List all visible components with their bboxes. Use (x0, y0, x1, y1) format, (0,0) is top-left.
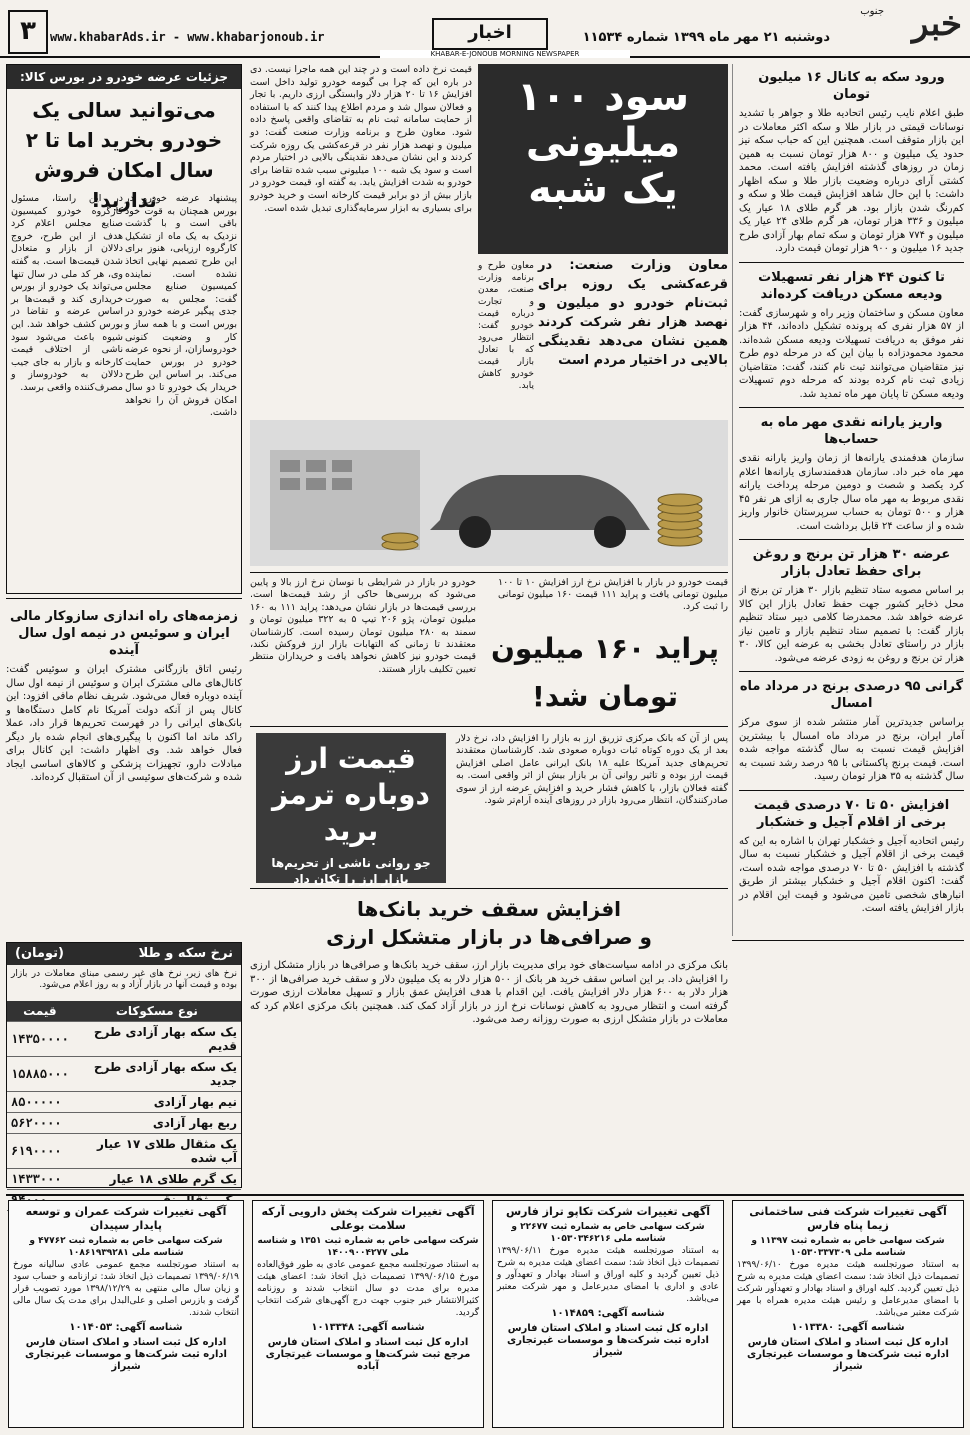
coin-prices-box (6, 942, 242, 1188)
divider (739, 671, 964, 672)
divider (739, 407, 964, 408)
ad-code: شناسه آگهی: ۱۰۱۴۸۵۹ (551, 1308, 665, 1319)
legal-ad (252, 1200, 484, 1428)
story-title: تا کنون ۴۴ هزار نفر تسهیلات ودیعه مسکن دریافت کرده‌اند (758, 269, 945, 302)
bourse-body-b: در این راستا، مسئول کارگروه خودرو کمیسیون صنایع مجلس اعلام کرد هدف از این طرح، خروج دلالان از بازار و متعادل شدن قیمت‌ها است. به گفته وی، هر کد ملی در سال تنها می‌تواند یک خودرو از بورس خریداری کند و قیمت‌ها بر اساس عرضه و تقاضا در بورس کشف خواهد شد. این شیوه باعث می‌شود سود ناشی از اختلاف قیمت کارخانه و بازار به جای جیب دلالان به خودروساز و مصرف‌کننده واقعی برسد. (11, 193, 123, 393)
ads-row (6, 1194, 964, 1430)
coin-prices-table (7, 1001, 241, 1211)
coin-price: ۸۵۰۰۰۰۰ (7, 1092, 73, 1113)
coin-price: ۵۶۲۰۰۰۰ (7, 1113, 73, 1134)
ad-title: آگهی تغییرات شرکت عمران و توسعه پایدار سپیدان (25, 1205, 227, 1232)
table-row (7, 1169, 241, 1190)
divider (739, 539, 964, 540)
tagline: KHABAR-E-JONOUB MORNING NEWSPAPER (380, 50, 630, 58)
ad-body: به استناد صورتجلسه هیئت مدیره مورخ ۱۳۹۹/۰۶/۱۰ تصمیمات ذیل اتخاذ شد: سمت اعضای هیئت مدیره به شرح ذیل تعیین گردید. کلیه اوراق و اسناد بهادار و تعهدآور شرکت با امضای مدیرعامل و رئیس هیئت مدیره همراه با مهر شرکت معتبر می‌باشد. (737, 1260, 959, 1318)
table-row (7, 1113, 241, 1134)
coin-prices-title: نرخ سکه و طلا (138, 946, 233, 961)
story-body: رئیس اتحادیه آجیل و خشکبار تهران با اشاره به این که قیمت برخی از اقلام آجیل و خشکبار نسبت به سال گذشته با افزایش ۵۰ تا ۷۰ درصدی مواجه شده است، گفت: اکنون اقلام آجیل و خشکبار بیشتر از طریق انبارهای شخصی تامین می‌شود و قیمت این اقلام در بازار افزایش یافته است. (739, 835, 964, 914)
car-icon (250, 420, 728, 566)
masthead (0, 0, 970, 58)
table-row (7, 1092, 241, 1113)
col-header-item: نوع مسکوکات (73, 1001, 241, 1022)
story-title: عرضه ۳۰ هزار تن برنج و روغن برای حفظ تعادل بازار (752, 547, 951, 579)
ad-code: شناسه آگهی: ۱۰۱۳۳۴۸ (311, 1322, 425, 1333)
swiss-article (6, 598, 242, 938)
banks-headline-line1: افزایش سقف خرید بانک‌ها (356, 897, 622, 921)
ad-body: به استناد صورتجلسه هیئت مدیره مورخ ۱۳۹۹/۰۶/۱۱ تصمیمات ذیل اتخاذ شد: سمت اعضای هیئت مدیره به شرح ذیل تعیین گردید و کلیه اوراق و اسناد بهادار و تعهدآور و عادی و اداری با امضای مدیرعامل و مهر شرکت معتبر می‌باشد. (497, 1246, 719, 1304)
ad-code: شناسه آگهی: ۱۰۱۳۳۸۰ (791, 1322, 905, 1333)
story-body: معاون مسکن و ساختمان وزیر راه و شهرسازی گفت: از ۵۷ هزار نفری که پرونده تشکیل داده‌اند، ۴۴ هزار نفر موفق به دریافت تسهیلات ودیعه مسکن شده‌اند. محمود محمودزاده با بیان این که در مرحله دوم طرح نیز متقاضیان می‌توانند ثبت نام کنند، گفت: متقاضیان زیادی ثبت نام کرده بودند که مرحله دوم تسهیلات ودیعه مسکن تا پایان مهر ماه تمدید شد. (739, 307, 964, 400)
currency-article (250, 726, 728, 886)
ad-footer: اداره کل ثبت اسناد و املاک استان فارس مرجع ثبت شرکت‌ها و موسسات غیرتجاری آباده (265, 1337, 471, 1372)
table-row (7, 1134, 241, 1169)
story-title: زمزمه‌های راه اندازی سازوکار مالی ایران و سوئیس در نیمه اول سال آینده (10, 609, 238, 658)
pride-article (250, 572, 728, 724)
story-title: گرانی ۹۵ درصدی برنج در مرداد ماه امسال (739, 679, 964, 711)
ad-subtitle: شرکت سهامی خاص به شماره ثبت ۲۲۶۷۷ و شناسه ملی ۱۰۵۳۰۳۴۶۲۱۶ (511, 1222, 705, 1244)
banks-body: بانک مرکزی در ادامه سیاست‌های خود برای مدیریت بازار ارز، سقف خرید بانک‌ها و صرافی‌ها در بازار متشکل ارزی را افزایش داد. بر این اساس سقف خرید هر بانک از ۵۰۰ هزار دلار به یک میلیون دلار و سقف خرید صرافی‌ها از ۳۰۰ هزار دلار به ۶۰۰ هزار دلار افزایش یافت. این اقدام با هدف افزایش عمق بازار و تسهیل معاملات ارزی صورت گرفته است و انتظار می‌رود به کاهش نوسانات نرخ ارز در بازار آزاد کمک کند. همچنین بانک مرکزی اعلام کرد که معاملات در بازار متشکل ارزی به صورت روزانه رصد می‌شود. (250, 960, 728, 1025)
hero-subhead: معاون وزارت صنعت: در قرعه‌کشی یک روزه برای ثبت‌نام خودرو دو میلیون و نهصد هزار نفر شرکت کردند همین نشان می‌دهد نقدینگی بالایی در اختیار مردم است (538, 258, 728, 368)
banks-headline-line2: و صرافی‌ها در بازار متشکل ارزی (326, 925, 652, 949)
coin-price: ۶۱۹۰۰۰۰ (7, 1134, 73, 1169)
bourse-headline: می‌توانید سالی یک خودرو بخرید اما تا ۲ سال امکان فروش ندارید! (25, 98, 223, 212)
coin-name: نیم بهار آزادی (73, 1092, 241, 1113)
page-number: ۳ (8, 10, 48, 54)
currency-headline: قیمت ارز دوباره ترمز برید (272, 742, 430, 847)
hero-body: قیمت نرخ داده است و در چند این همه ماجرا نیست. دی در باره این که چرا بی گیومه خودرو تولید داخل است افزایش ۱۶ تا ۲۰ هزار دلار وابستگی ارزی داریم. با تجار و فعالان سوال شد و مردم اطلاع پیدا کنند که با استفاده از حمایت سامانه ثبت نام به تقاضای واقعی پاسخ داده شود. معاون طرح و برنامه وزارت صنعت گفت: دو میلیون و نهصد هزار نفر در قرعه‌کشی یک روزه شرکت کردند و این نشان می‌دهد نقدینگی بالایی در اختیار مردم است و سود یک شبه ۱۰۰ میلیونی سبب شده تقاضا برای خودرو به شدت افزایش یابد. به گفته او، قیمت خودرو در بازار بیش از دو برابر قیمت کارخانه است و خرید خودرو برای بسیاری به ابزار سرمایه‌گذاری تبدیل شده است. (250, 64, 473, 214)
story-title: افزایش ۵۰ تا ۷۰ درصدی قیمت برخی از اقلام آجیل و خشکبار (753, 797, 950, 830)
currency-body: پس از آن که بانک مرکزی تزریق ارز به بازار را افزایش داد، نرخ دلار بعد از یک دوره کوتاه ثبات دوباره صعودی شد. کارشناسان معتقدند تحریم‌های جدید آمریکا علیه ۱۸ بانک ایرانی عامل اصلی افزایش قیمت ارز بوده و تاثیر روانی آن بر بازار بیش از اثر واقعی است. به گفته فعالان بازار، با کاهش فشار خرید و افزایش عرضه ارز از سوی صادرکنندگان، انتظار می‌رود بازار در روزهای آینده آرام‌تر شود. (456, 733, 729, 807)
divider (739, 790, 964, 791)
ad-body: به استناد صورتجلسه مجمع عمومی عادی سالیانه مورخ ۱۳۹۹/۰۶/۱۹ تصمیمات ذیل اتخاذ شد: ترازنامه و حساب سود و زیان سال مالی منتهی به ۱۳۹۸/۱۲/۲۹ مورد تصویب قرار گرفت و بازرس اصلی و علی‌البدل برای مدت یک سال مالی انتخاب شدند. (13, 1260, 239, 1318)
bourse-kicker: جزئیات عرضه خودرو در بورس کالا: (7, 65, 241, 89)
ad-footer: اداره کل ثبت اسناد و املاک استان فارس اداره ثبت شرکت‌ها و موسسات غیرتجاری شیراز (25, 1337, 227, 1372)
coin-prices-intro: نرخ های زیر، نرخ های غیر رسمی مبنای معاملات در بازار بوده و قیمت آنها در بازار آزاد و به روز اعلام می‌شود. (11, 969, 237, 990)
bourse-body-a: پیشنهاد عرضه خودرو در بورس همچنان به قوت خود باقی است و با گذشت نزدیک به یک ماه از تشکیل کارگروه ارزیابی، هنوز برای این طرح تصمیم نهایی اتخاذ نشده است. نماینده کمیسیون صنایع مجلس گفت: مجلس به صورت جدی پیگیر عرضه خودرو در بورس است و با همه ساز و کار و وضعیت کنونی خودروسازان، از نحوه عرضه خودرو در بورس حمایت می‌کند. بر اساس این طرح خریدار یک خودرو تا دو سال امکان فروش آن را نخواهد داشت. (125, 193, 237, 419)
pride-headline: پراید ۱۶۰ میلیون تومان شد! (490, 632, 720, 713)
divider (739, 262, 964, 263)
ad-title: آگهی تغییرات شرکت پخش دارویی آرکه سلامت بوعلی (261, 1205, 475, 1232)
story-body: طبق اعلام نایب رئیس اتحادیه طلا و جواهر با تشدید نوسانات قیمتی در بازار طلا و سکه اکثر معاملات در این بازار متوقف است. همچنین این که حباب سکه نیز حدود یک میلیون و ۸۰۰ هزار تومان نسبت به همین زمان در روزهای گذشته افزایش یافته است. محمد کشتی آرای درباره وضعیت بازار طلا و سکه اظهار داشت: با این حال شاهد افزایش قیمت طلا و سکه و کم‌رنگ شدن بازار بود. هر گرم طلای ۱۸ عیار یک میلیون و ۳۳۶ هزار تومان، هر گرم طلای ۲۴ عیار یک میلیون و ۷۷۴ هزار تومان و سکه تمام بهار آزادی طرح جدید ۱۶ میلیون و ۹۰۰ هزار تومان قیمت دارد. (739, 108, 965, 254)
story-body: سازمان هدفمندی یارانه‌ها از زمان واریز یارانه نقدی مهر ماه خبر داد. سازمان هدفمندسازی یارانه‌ها اعلام کرد یکصد و شصت و دومین مرحله پرداخت یارانه نقدی مربوط به مهر ماه سال جاری به ازای هر نفر ۴۵ هزار و ۵۰۰ تومان به حساب سرپرستان خانوار واریز شده و از ساعت ۲۴ قابل برداشت است. (739, 453, 965, 532)
coin-name: یک گرم طلای ۱۸ عیار (73, 1169, 241, 1190)
story-body: بر اساس مصوبه ستاد تنظیم بازار ۳۰ هزار تن برنج از محل ذخایر کشور جهت حفظ تعادل بازار این کالا عرضه خواهد شد. محمدرضا کلامی دبیر ستاد تنظیم بازار گفت: با تصمیم ستاد تنظیم بازار و تامین نیاز بازار در راستای تعادل بخشی به عرضه این کالا، ۳۰ هزار تن برنج و روغن به زودی عرضه می‌شود. (739, 585, 964, 664)
table-row (7, 1022, 241, 1057)
coin-price: ۱۴۳۳۰۰۰ (7, 1169, 73, 1190)
currency-title-box (256, 733, 446, 886)
story-title: واریز یارانه نقدی مهر ماه به حساب‌ها (760, 415, 943, 447)
ad-title: آگهی تغییرات شرکت فنی ساختمانی زیما پناه فارس (749, 1205, 947, 1232)
bourse-article (6, 64, 242, 594)
hero-headline-line2: یک شبه (528, 166, 678, 212)
coin-prices-unit: (تومان) (15, 946, 64, 961)
coin-name: یک سکه بهار آزادی طرح جدید (73, 1057, 241, 1092)
ad-footer: اداره کل ثبت اسناد و املاک استان فارس اداره ثبت شرکت‌ها و موسسات غیرتجاری شیراز (507, 1323, 709, 1358)
pride-intro: قیمت خودرو در بازار با افزایش نرخ ارز افزایش ۱۰ تا ۱۰۰ میلیون تومانی یافت و پراید ۱۱۱ قیمت ۱۶۰ میلیون تومانی را ثبت کرد. (498, 577, 728, 612)
ad-footer: اداره کل ثبت اسناد و املاک استان فارس اداره ثبت شرکت‌ها و موسسات غیرتجاری شیراز (747, 1337, 949, 1372)
coin-name: یک سکه بهار آزادی طرح قدیم (73, 1022, 241, 1057)
banks-article (250, 888, 728, 1188)
col-header-price: قیمت (7, 1001, 73, 1022)
dateline: دوشنبه ۲۱ مهر ماه ۱۳۹۹ شماره ۱۱۵۳۴ (582, 30, 830, 45)
currency-subtitle: جو روانی ناشی از تحریم‌ها بازار ارز را تکان داد (271, 856, 431, 886)
coin-price: ۱۴۳۵۰۰۰۰ (7, 1022, 73, 1057)
pride-body: خودرو در بازار در شرایطی با نوسان نرخ ارز بالا و پایین می‌شود که بررسی‌ها حاکی از رشد قیمت‌ها است. بررسی قیمت‌ها در بازار نشان می‌دهد: پراید ۱۱۱ به ۱۶۰ میلیون تومان، پژو ۲۰۶ تیپ ۵ به ۳۲۲ میلیون تومان و سمند به ۲۸۰ میلیون تومان رسیده است. کارشناسان معتقدند تا زمانی که التهابات بازار ارز فروکش نکند، قیمت خودرو نیز کاهش نخواهد یافت و خریداران منتظر تعیین تکلیف بازار هستند. (250, 577, 477, 675)
story-body: رئیس اتاق بازرگانی مشترک ایران و سوئیس گفت: کانال‌های مالی مشترک ایران و سوئیس از نیمه اول سال آینده دوباره فعال می‌شود. شریف نظام مافی افزود: این کانال پس از آنکه دولت آمریکا نام کامل دستگاه‌ها و بانک‌های ایرانی را در فهرست تحریم‌ها قرار داد، عملا راکد ماند اما اکنون با پیگیری‌های انجام شده بار دیگر فعال خواهد شد. وی اظهار داشت: این کانال برای مبادلات دارو، تجهیزات پزشکی و کالاهای اساسی ایجاد شده و شرکت‌های سوئیسی از آن استقبال کرده‌اند. (6, 664, 242, 783)
coin-name: ربع بهار آزادی (73, 1113, 241, 1134)
ad-subtitle: شرکت سهامی خاص به شماره ثبت ۱۱۳۹۷ و شناسه ملی ۱۰۵۳۰۳۳۷۳۰۹ (751, 1236, 945, 1258)
ad-code: شناسه آگهی: ۱۰۱۴۰۵۳ (69, 1322, 183, 1333)
story-body: براساس جدیدترین آمار منتشر شده از سوی مرکز آمار ایران، برنج در مرداد ماه امسال با بیشترین افزایش قیمت نسبت به سال گذشته مواجه شده است. قیمت برنج پاکستانی با ۹۵ درصد رشد نسبت به سال گذشته به ۳۵ هزار تومان رسید. (739, 717, 964, 782)
website-urls[interactable]: www.khabarAds.ir - www.khabarjonoub.ir (50, 30, 325, 44)
legal-ad (8, 1200, 244, 1428)
hero-article (250, 64, 728, 568)
ad-subtitle: شرکت سهامی خاص به شماره ثبت ۴۷۷۶۲ و شناسه ملی ۱۰۸۶۱۹۳۹۲۸۱ (29, 1236, 223, 1258)
ad-title: آگهی تغییرات شرکت تکاپو تراز فارس (506, 1205, 710, 1218)
banks-headline (250, 895, 728, 955)
right-column (732, 64, 964, 936)
section-label: اخبار (432, 18, 548, 50)
hero-side-caption: معاون طرح و برنامه وزارت صنعت، معدن و تجارت درباره قیمت خودرو گفت: انتظار می‌رود که با تعادل بازار قیمت خودرو کاهش یابد. (478, 261, 534, 391)
story-title: ورود سکه به کانال ۱۶ میلیون تومان (758, 70, 945, 102)
coin-prices-header (7, 943, 241, 965)
legal-ad (492, 1200, 724, 1428)
right-column-lower (732, 940, 964, 1188)
legal-ad (732, 1200, 964, 1428)
ad-body: به استناد صورتجلسه مجمع عمومی عادی به طور فوق‌العاده مورخ ۱۳۹۹/۰۶/۱۵ تصمیمات ذیل اتخاذ شد: اعضای هیئت مدیره برای مدت دو سال انتخاب شدند و روزنامه کثیرالانتشار خبر جنوب جهت درج آگهی‌های شرکت انتخاب گردید. (257, 1260, 479, 1318)
coin-price: ۱۵۸۸۵۰۰۰ (7, 1057, 73, 1092)
hero-title-box (478, 64, 728, 254)
table-row (7, 1057, 241, 1092)
ad-subtitle: شرکت سهامی خاص به شماره ثبت ۱۳۵۱ و شناسه ملی ۱۴۰۰۹۰۰۴۲۷۷ (257, 1236, 479, 1258)
newspaper-logo: خبر جنوب (860, 4, 962, 44)
car-coins-illustration (250, 420, 728, 566)
coin-name: یک مثقال طلای ۱۷ عیار آب شده (73, 1134, 241, 1169)
hero-headline: سود ۱۰۰ میلیونی (516, 74, 690, 166)
